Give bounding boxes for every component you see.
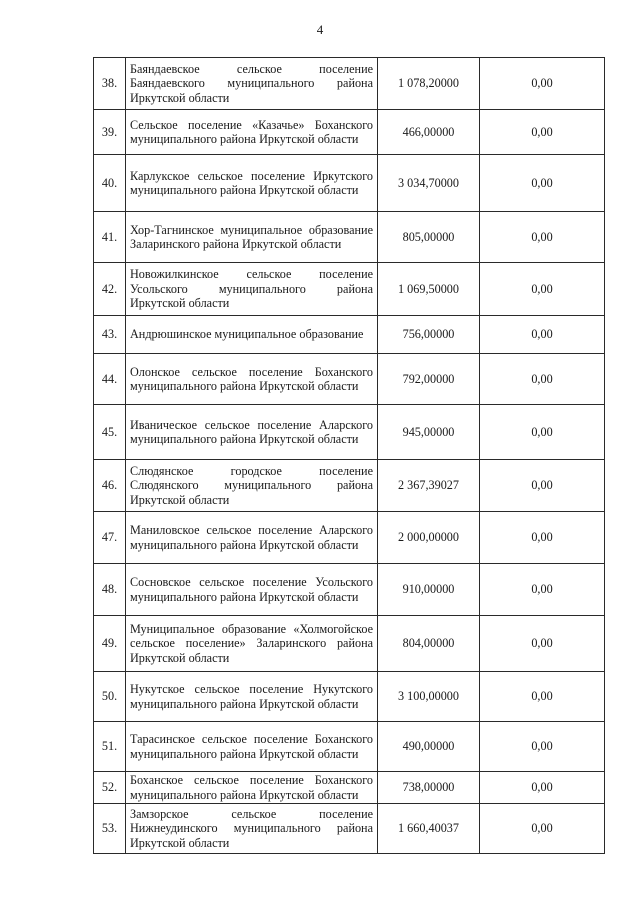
table-row (94, 772, 605, 804)
settlement-name: Маниловское сельское поселение Аларского муниципального района Иркутской области (126, 512, 378, 564)
row-number: 52. (94, 772, 126, 804)
table-row (94, 672, 605, 722)
table-row (94, 512, 605, 564)
table-row (94, 564, 605, 616)
amount-cell: 738,00000 (378, 772, 480, 804)
value-cell: 0,00 (480, 110, 605, 155)
value-cell: 0,00 (480, 460, 605, 512)
settlement-name: Нукутское сельское поселение Нукутского муниципального района Иркутской области (126, 672, 378, 722)
value-cell: 0,00 (480, 722, 605, 772)
settlement-name: Сосновское сельское поселение Усольского муниципального района Иркутской области (126, 564, 378, 616)
value-cell: 0,00 (480, 58, 605, 110)
table-row (94, 58, 605, 110)
amount-cell: 466,00000 (378, 110, 480, 155)
amount-cell: 1 069,50000 (378, 263, 480, 316)
table-row (94, 263, 605, 316)
table-row (94, 155, 605, 212)
amount-cell: 756,00000 (378, 316, 480, 354)
table-row (94, 616, 605, 672)
value-cell: 0,00 (480, 405, 605, 460)
value-cell: 0,00 (480, 263, 605, 316)
amount-cell: 945,00000 (378, 405, 480, 460)
amount-cell: 2 000,00000 (378, 512, 480, 564)
settlement-name: Сельское поселение «Казачье» Боханского муниципального района Иркутской области (126, 110, 378, 155)
amount-cell: 1 660,40037 (378, 804, 480, 854)
table-row (94, 110, 605, 155)
table-row (94, 212, 605, 263)
table-row (94, 354, 605, 405)
amount-cell: 3 034,70000 (378, 155, 480, 212)
settlement-name: Хор-Тагнинское муниципальное образование Заларинского района Иркутской области (126, 212, 378, 263)
settlement-name: Замзорское сельское поселение Нижнеудинского муниципального района Иркутской области (126, 804, 378, 854)
value-cell: 0,00 (480, 316, 605, 354)
settlement-name: Боханское сельское поселение Боханского муниципального района Иркутской области (126, 772, 378, 804)
page-number: 4 (316, 22, 324, 37)
budget-table (93, 57, 605, 854)
row-number: 46. (94, 460, 126, 512)
row-number: 43. (94, 316, 126, 354)
amount-cell: 3 100,00000 (378, 672, 480, 722)
value-cell: 0,00 (480, 772, 605, 804)
value-cell: 0,00 (480, 155, 605, 212)
row-number: 44. (94, 354, 126, 405)
settlement-name: Тарасинское сельское поселение Боханского муниципального района Иркутской области (126, 722, 378, 772)
row-number: 47. (94, 512, 126, 564)
value-cell: 0,00 (480, 212, 605, 263)
amount-cell: 2 367,39027 (378, 460, 480, 512)
amount-cell: 804,00000 (378, 616, 480, 672)
row-number: 42. (94, 263, 126, 316)
amount-cell: 805,00000 (378, 212, 480, 263)
amount-cell: 490,00000 (378, 722, 480, 772)
value-cell: 0,00 (480, 672, 605, 722)
value-cell: 0,00 (480, 616, 605, 672)
table-row (94, 722, 605, 772)
amount-cell: 910,00000 (378, 564, 480, 616)
settlement-name: Новожилкинское сельское поселение Усольского муниципального района Иркутской области (126, 263, 378, 316)
row-number: 49. (94, 616, 126, 672)
value-cell: 0,00 (480, 804, 605, 854)
table-row (94, 460, 605, 512)
settlement-name: Иваническое сельское поселение Аларского муниципального района Иркутской области (126, 405, 378, 460)
table-row (94, 405, 605, 460)
settlement-name: Олонское сельское поселение Боханского муниципального района Иркутской области (126, 354, 378, 405)
row-number: 50. (94, 672, 126, 722)
row-number: 53. (94, 804, 126, 854)
value-cell: 0,00 (480, 512, 605, 564)
table-row (94, 804, 605, 854)
settlement-name: Карлукское сельское поселение Иркутского муниципального района Иркутской области (126, 155, 378, 212)
row-number: 48. (94, 564, 126, 616)
row-number: 39. (94, 110, 126, 155)
row-number: 41. (94, 212, 126, 263)
row-number: 45. (94, 405, 126, 460)
settlement-name: Баяндаевское сельское поселение Баяндаевского муниципального района Иркутской области (126, 58, 378, 110)
value-cell: 0,00 (480, 564, 605, 616)
row-number: 51. (94, 722, 126, 772)
amount-cell: 1 078,20000 (378, 58, 480, 110)
amount-cell: 792,00000 (378, 354, 480, 405)
value-cell: 0,00 (480, 354, 605, 405)
table-row (94, 316, 605, 354)
settlement-name: Андрюшинское муниципальное образование (126, 316, 378, 354)
settlement-name: Муниципальное образование «Холмогойское сельское поселение» Заларинского района Иркутской области (126, 616, 378, 672)
row-number: 40. (94, 155, 126, 212)
settlement-name: Слюдянское городское поселение Слюдянского муниципального района Иркутской области (126, 460, 378, 512)
row-number: 38. (94, 58, 126, 110)
